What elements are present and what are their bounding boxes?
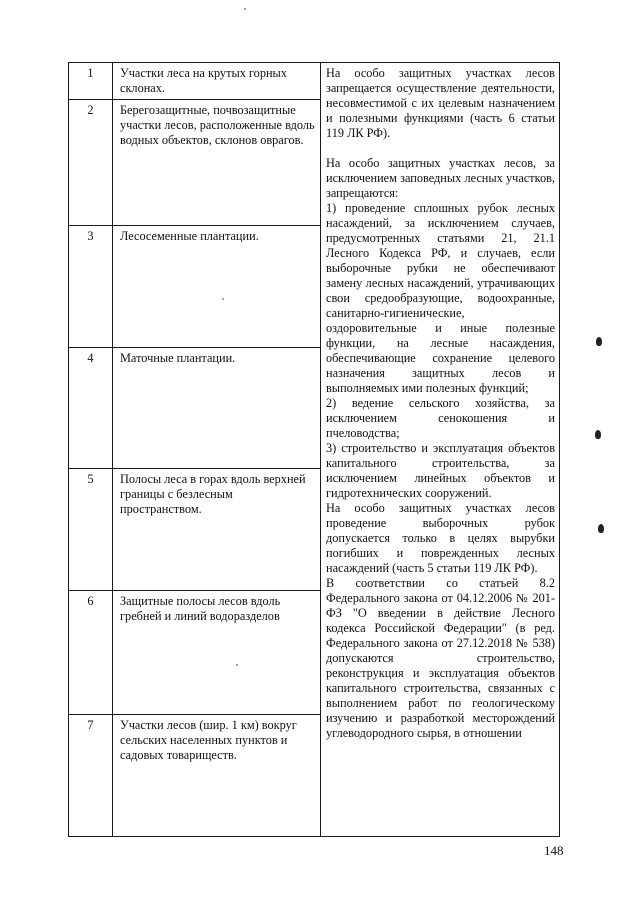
row-number: 3 xyxy=(69,226,113,348)
forest-category-name: Лесосеменные плантации. xyxy=(113,226,321,348)
forest-category-name: Берегозащитные, почвозащитные участки лесов, расположенные вдоль водных объектов, склонов оврагов. xyxy=(113,100,321,226)
row-number: 2 xyxy=(69,100,113,226)
protective-forest-table xyxy=(68,62,560,837)
row-number: 4 xyxy=(69,348,113,469)
forest-category-name: Участки леса на крутых горных склонах. xyxy=(113,63,321,100)
forest-category-name: Участки лесов (шир. 1 км) вокруг сельских населенных пунктов и садовых товариществ. xyxy=(113,715,321,837)
scan-speck xyxy=(596,337,602,346)
forest-category-name: Полосы леса в горах вдоль верхней границы с безлесным пространством. xyxy=(113,469,321,591)
row-number: 5 xyxy=(69,469,113,591)
scan-speck xyxy=(595,430,601,439)
page-number: 148 xyxy=(544,843,564,858)
row-number: 7 xyxy=(69,715,113,837)
restrictions-text: На особо защитных участках лесов запрещается осуществление деятельности, несовместимой с их целевым назначением и полезными функциями (часть 6 статьи 119 ЛК РФ). На особо защитных участках лесов, за исключением заповедных лесных участков, запрещаются: 1) проведение сплошных рубок лесных насаждений, за исключением случаев, предусмотренных статьями 21, 21.1 Лесного Кодекса РФ, и случаев, если выборочные рубки не обеспечивают замену лесных насаждений, утрачивающих свои средообразующие, водоохранные, санитарно-гигиенические, оздоровительные и иные полезные функции, на лесные насаждения, обеспечивающие сохранение целевого назначения защитных лесов и выполняемых ими полезных функций; 2) ведение сельского хозяйства, за исключением сенокошения и пчеловодства; 3) строительство и эксплуатация объектов капитального строительства, за исключением линейных объектов и гидротехнических сооружений. На особо защитных участках лесов проведение выборочных рубок допускается только в целях вырубки погибших и поврежденных лесных насаждений (часть 5 статьи 119 ЛК РФ). В соответствии со статьей 8.2 Федерального закона от 04.12.2006 № 201-ФЗ "О введении в действие Лесного кодекса Российской Федерации" (в ред. Федерального закона от 27.12.2018 № 538) допускаются строительство, реконструкция и эксплуатация объектов капитального строительства, связанных с выполнением работ по геологическому изучению и разработкой месторождений углеводородного сырья, в отношении xyxy=(321,63,560,837)
row-number: 6 xyxy=(69,591,113,715)
table-row xyxy=(69,63,560,100)
scan-dot xyxy=(244,8,246,10)
scan-dot xyxy=(222,298,224,300)
scan-dot xyxy=(236,664,238,666)
forest-category-name: Маточные плантации. xyxy=(113,348,321,469)
row-number: 1 xyxy=(69,63,113,100)
scan-speck xyxy=(598,524,604,533)
forest-category-name: Защитные полосы лесов вдоль гребней и линий водоразделов xyxy=(113,591,321,715)
